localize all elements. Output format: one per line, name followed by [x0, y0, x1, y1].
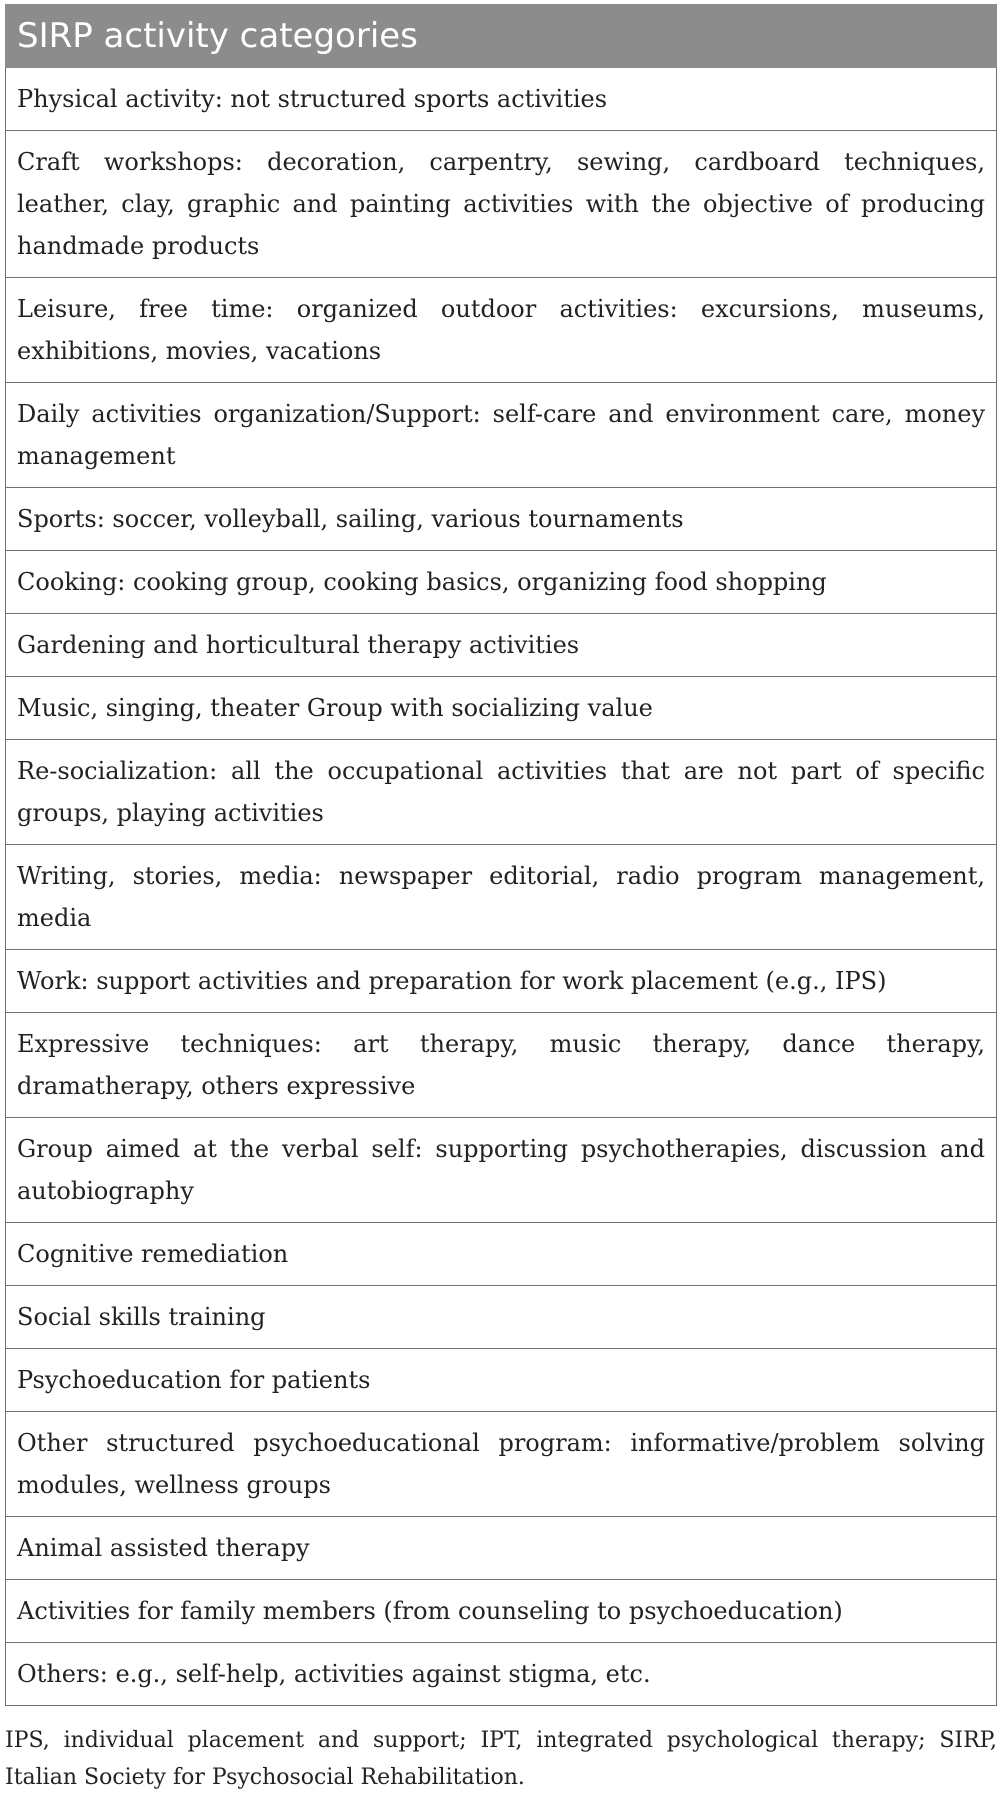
table-cell: Work: support activities and preparation for work placement (e.g., IPS)	[6, 950, 997, 1013]
table-row	[6, 131, 997, 278]
table-row	[6, 614, 997, 677]
table-row	[6, 488, 997, 551]
sirp-activity-table	[5, 4, 997, 1706]
document-page	[5, 4, 997, 1796]
table-row	[6, 845, 997, 950]
table-cell: Cognitive remediation	[6, 1223, 997, 1286]
table-cell: Leisure, free time: organized outdoor activities: excursions, museums, exhibitions, movies, vacations	[6, 278, 997, 383]
table-cell: Re-socialization: all the occupational activities that are not part of specific groups, playing activities	[6, 740, 997, 845]
table-cell: Craft workshops: decoration, carpentry, sewing, cardboard techniques, leather, clay, graphic and painting activities with the objective of producing handmade products	[6, 131, 997, 278]
table-cell: Activities for family members (from counseling to psychoeducation)	[6, 1580, 997, 1643]
table-row	[6, 1517, 997, 1580]
table-row	[6, 1118, 997, 1223]
table-row	[6, 1349, 997, 1412]
table-cell: Other structured psychoeducational program: informative/problem solving modules, wellness groups	[6, 1412, 997, 1517]
table-row	[6, 1412, 997, 1517]
table-cell: Sports: soccer, volleyball, sailing, various tournaments	[6, 488, 997, 551]
table-cell: Group aimed at the verbal self: supporting psychotherapies, discussion and autobiography	[6, 1118, 997, 1223]
table-row	[6, 1223, 997, 1286]
table-row	[6, 740, 997, 845]
table-cell: Expressive techniques: art therapy, music therapy, dance therapy, dramatherapy, others expressive	[6, 1013, 997, 1118]
table-cell: Gardening and horticultural therapy activities	[6, 614, 997, 677]
table-cell: Psychoeducation for patients	[6, 1349, 997, 1412]
table-row	[6, 1286, 997, 1349]
table-row	[6, 551, 997, 614]
table-cell: Writing, stories, media: newspaper editorial, radio program management, media	[6, 845, 997, 950]
table-cell: Cooking: cooking group, cooking basics, organizing food shopping	[6, 551, 997, 614]
table-row	[6, 677, 997, 740]
table-row	[6, 950, 997, 1013]
table-row	[6, 68, 997, 131]
table-row	[6, 278, 997, 383]
table-cell: Daily activities organization/Support: self-care and environment care, money management	[6, 383, 997, 488]
table-row	[6, 1013, 997, 1118]
table-row	[6, 1643, 997, 1706]
table-cell: Music, singing, theater Group with socializing value	[6, 677, 997, 740]
table-cell: Physical activity: not structured sports activities	[6, 68, 997, 131]
table-header-row	[6, 5, 997, 68]
table-cell: Social skills training	[6, 1286, 997, 1349]
table-row	[6, 383, 997, 488]
table-footnote: IPS, individual placement and support; IPT, integrated psychological therapy; SIRP, Italian Society for Psychosocial Rehabilitation.	[5, 1728, 997, 1790]
table-cell: Animal assisted therapy	[6, 1517, 997, 1580]
table-header: SIRP activity categories	[6, 5, 997, 68]
table-cell: Others: e.g., self-help, activities against stigma, etc.	[6, 1643, 997, 1706]
table-row	[6, 1580, 997, 1643]
